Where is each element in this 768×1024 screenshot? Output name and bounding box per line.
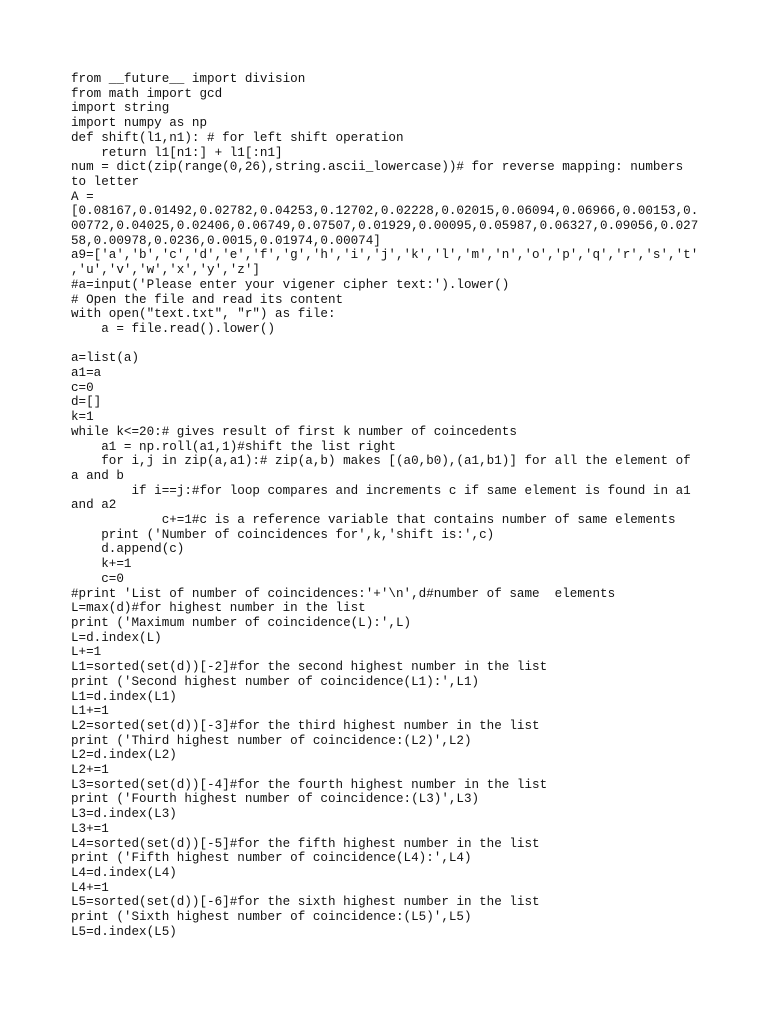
code-line: for i,j in zip(a,a1):# zip(a,b) makes [(a0,b0),(a1,b1)] for all the element of bbox=[71, 454, 691, 469]
code-line: L1=sorted(set(d))[-2]#for the second highest number in the list bbox=[71, 660, 548, 675]
code-line: L4=sorted(set(d))[-5]#for the fifth highest number in the list bbox=[71, 836, 540, 851]
code-line: c+=1#c is a reference variable that contains number of same elements bbox=[71, 513, 676, 528]
code-line: a9=['a','b','c','d','e','f','g','h','i','j','k','l','m','n','o','p','q','r','s','t' bbox=[71, 248, 699, 263]
code-line: print ('Sixth highest number of coincidence:(L5)',L5) bbox=[71, 910, 472, 925]
code-line: L=d.index(L) bbox=[71, 630, 162, 645]
code-line: from __future__ import division bbox=[71, 72, 306, 86]
code-line: L1+=1 bbox=[71, 704, 109, 719]
code-line: import numpy as np bbox=[71, 116, 208, 131]
code-line: L2=sorted(set(d))[-3]#for the third highest number in the list bbox=[71, 718, 540, 733]
code-line: a=list(a) bbox=[71, 351, 140, 366]
code-line: a1 = np.roll(a1,1)#shift the list right bbox=[71, 439, 396, 454]
code-line: and a2 bbox=[71, 498, 117, 513]
code-line: a and b bbox=[71, 468, 124, 483]
code-line: print ('Number of coincidences for',k,'shift is:',c) bbox=[71, 527, 495, 542]
code-line: a = file.read().lower() bbox=[71, 321, 276, 336]
code-line: L4=d.index(L4) bbox=[71, 865, 177, 880]
code-line: print ('Second highest number of coincidence(L1):',L1) bbox=[71, 674, 480, 689]
code-line: k+=1 bbox=[71, 557, 132, 572]
code-line: d=[] bbox=[71, 395, 102, 410]
code-line: c=0 bbox=[71, 571, 124, 586]
code-line: print ('Fourth highest number of coincidence:(L3)',L3) bbox=[71, 792, 480, 807]
code-line: L1=d.index(L1) bbox=[71, 689, 177, 704]
code-line: while k<=20:# gives result of first k number of coincedents bbox=[71, 424, 517, 439]
code-line: L3=d.index(L3) bbox=[71, 807, 177, 822]
code-line: to letter bbox=[71, 174, 140, 189]
code-line: L+=1 bbox=[71, 645, 102, 660]
code-line: print ('Third highest number of coincidence:(L2)',L2) bbox=[71, 733, 472, 748]
code-line: A = bbox=[71, 189, 94, 204]
code-line: with open("text.txt", "r") as file: bbox=[71, 307, 336, 322]
code-line: L5=sorted(set(d))[-6]#for the sixth highest number in the list bbox=[71, 895, 540, 910]
code-line: L=max(d)#for highest number in the list bbox=[71, 601, 366, 616]
code-line: print ('Maximum number of coincidence(L):',L) bbox=[71, 616, 412, 630]
code-line: num = dict(zip(range(0,26),string.ascii_lowercase))# for reverse mapping: numbers bbox=[71, 160, 684, 175]
code-line: 00772,0.04025,0.02406,0.06749,0.07507,0.01929,0.00095,0.05987,0.06327,0.09056,0.027 bbox=[71, 219, 699, 234]
code-line: L3=sorted(set(d))[-4]#for the fourth highest number in the list bbox=[71, 777, 548, 792]
code-line: import string bbox=[71, 101, 170, 116]
code-line: L2=d.index(L2) bbox=[71, 748, 177, 763]
code-line: #print 'List of number of coincidences:'+'\n',d#number of same elements bbox=[71, 586, 616, 601]
code-line bbox=[71, 337, 701, 352]
code-line: L5=d.index(L5) bbox=[71, 924, 177, 939]
code-line: return l1[n1:] + l1[:n1] bbox=[71, 145, 283, 160]
code-line: 58,0.00978,0.0236,0.0015,0.01974,0.00074] bbox=[71, 233, 381, 248]
code-line: if i==j:#for loop compares and increments c if same element is found in a1 bbox=[71, 483, 691, 498]
code-line: L4+=1 bbox=[71, 880, 109, 895]
code-line: L2+=1 bbox=[71, 763, 109, 778]
code-line: def shift(l1,n1): # for left shift operation bbox=[71, 130, 404, 145]
code-line: k=1 bbox=[71, 410, 94, 425]
code-line: d.append(c) bbox=[71, 542, 185, 557]
code-line: # Open the file and read its content bbox=[71, 292, 344, 307]
code-line: [0.08167,0.01492,0.02782,0.04253,0.12702,0.02228,0.02015,0.06094,0.06966,0.00153,0. bbox=[71, 204, 699, 219]
code-line: print ('Fifth highest number of coincidence(L4):',L4) bbox=[71, 851, 472, 866]
code-line: ,'u','v','w','x','y','z'] bbox=[71, 263, 260, 278]
code-line: #a=input('Please enter your vigener cipher text:').lower() bbox=[71, 277, 510, 292]
code-line: from math import gcd bbox=[71, 86, 223, 101]
code-listing bbox=[71, 72, 701, 939]
code-line: a1=a bbox=[71, 366, 102, 381]
code-line: c=0 bbox=[71, 380, 94, 395]
code-line: L3+=1 bbox=[71, 821, 109, 836]
